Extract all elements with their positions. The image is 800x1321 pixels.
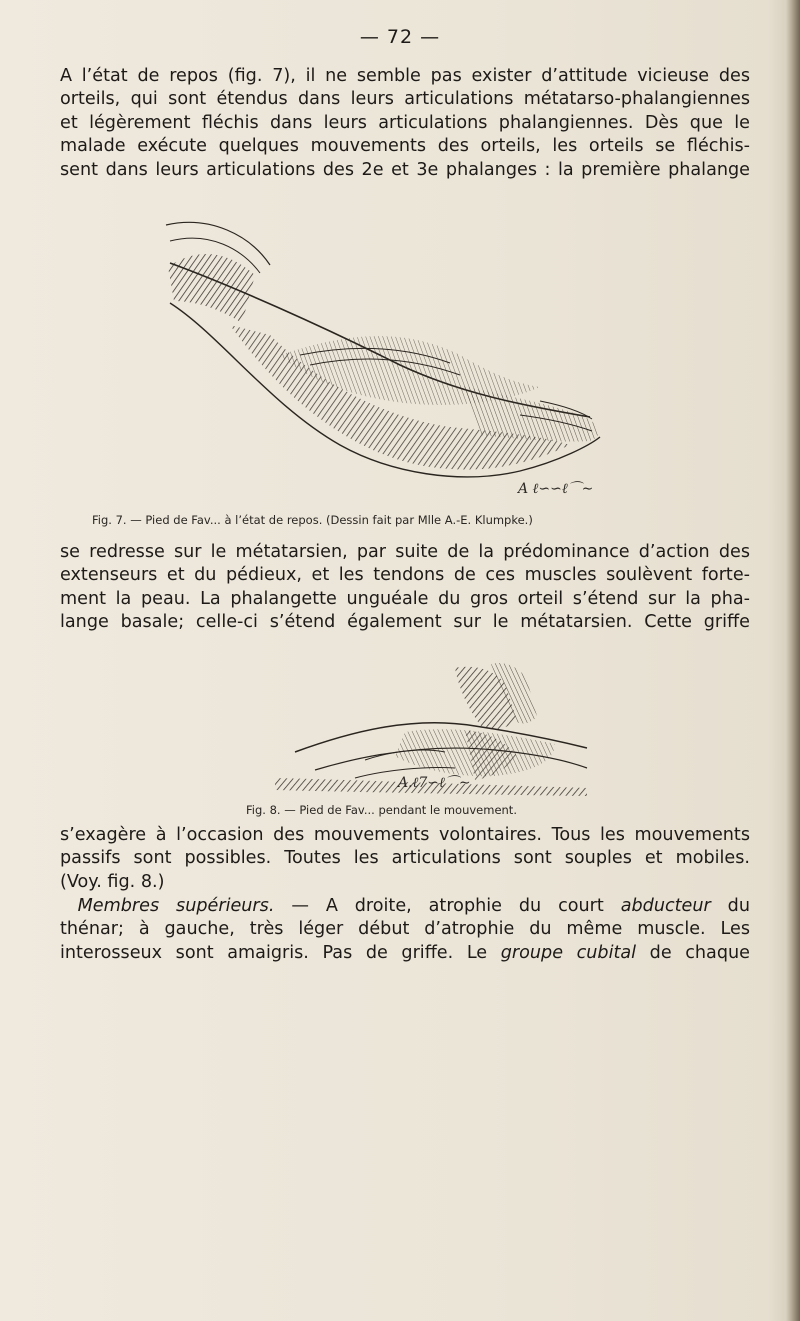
figure-7-caption: Fig. 7. — Pied de Fav... à l’état de repos. (Dessin fait par Mlle A.-E. Klumpke.) — [92, 513, 533, 527]
paragraph-4 — [60, 895, 750, 965]
text-line: thénar; à gauche, très léger début d’atrophie du même muscle. Les — [60, 919, 750, 940]
text-line: extenseurs et du pédieux, et les tendons de ces muscles soulèvent forte- — [60, 565, 750, 586]
text-line: (Voy. fig. 8.) — [60, 871, 165, 892]
artist-signature: A ℓ∽∽ℓ⌒∼ — [518, 481, 594, 497]
page-number: — 72 — — [359, 26, 441, 48]
paragraph-2 — [60, 541, 750, 635]
text-line: orteils, qui sont étendus dans leurs articulations métatarso-phalangiennes — [60, 89, 750, 110]
artist-signature: A.ℓ7∽ℓ⌒∼ — [398, 775, 471, 791]
page-edge-shadow — [786, 0, 800, 1321]
figure-8-caption: Fig. 8. — Pied de Fav... pendant le mouvement. — [246, 803, 517, 817]
figure-7-foot-at-rest-illustration — [160, 205, 650, 507]
text-line: malade exécute quelques mouvements des orteils, les orteils se fléchis- — [60, 136, 750, 157]
text-run: du — [710, 896, 750, 916]
text-line: sent dans leurs articulations des 2e et 3e phalanges : la première phalange — [60, 159, 750, 180]
text-line: passifs sont possibles. Toutes les articulations sont souples et mobiles. — [60, 848, 750, 869]
text-line: lange basale; celle-ci s’étend également sur le métatarsien. Cette griffe — [60, 612, 750, 633]
section-heading-membres-superieurs: Membres supérieurs. — [77, 896, 275, 916]
paragraph-1 — [60, 65, 750, 182]
group-name-cubital: groupe cubital — [500, 942, 637, 963]
text-run: interosseux sont amaigris. Pas de griffe. Le — [60, 942, 501, 963]
text-line: et légèrement fléchis dans leurs articulations phalangiennes. Dès que le — [60, 112, 750, 133]
text-line: ment la peau. La phalangette unguéale du gros orteil s’étend sur la pha- — [60, 588, 750, 609]
text-line: A l’état de repos (fig. 7), il ne semble pas exister d’attitude vicieuse des — [60, 66, 750, 86]
text-line — [60, 895, 750, 918]
text-run: de chaque — [636, 942, 750, 963]
text-run: — A droite, atrophie du court — [274, 896, 621, 916]
text-line — [60, 942, 750, 965]
muscle-name-abducteur: abducteur — [620, 896, 711, 916]
paragraph-3 — [60, 824, 750, 894]
text-line: s’exagère à l’occasion des mouvements volontaires. Tous les mouvements — [60, 825, 750, 845]
text-line: se redresse sur le métatarsien, par suite de la prédominance d’action des — [60, 542, 750, 562]
